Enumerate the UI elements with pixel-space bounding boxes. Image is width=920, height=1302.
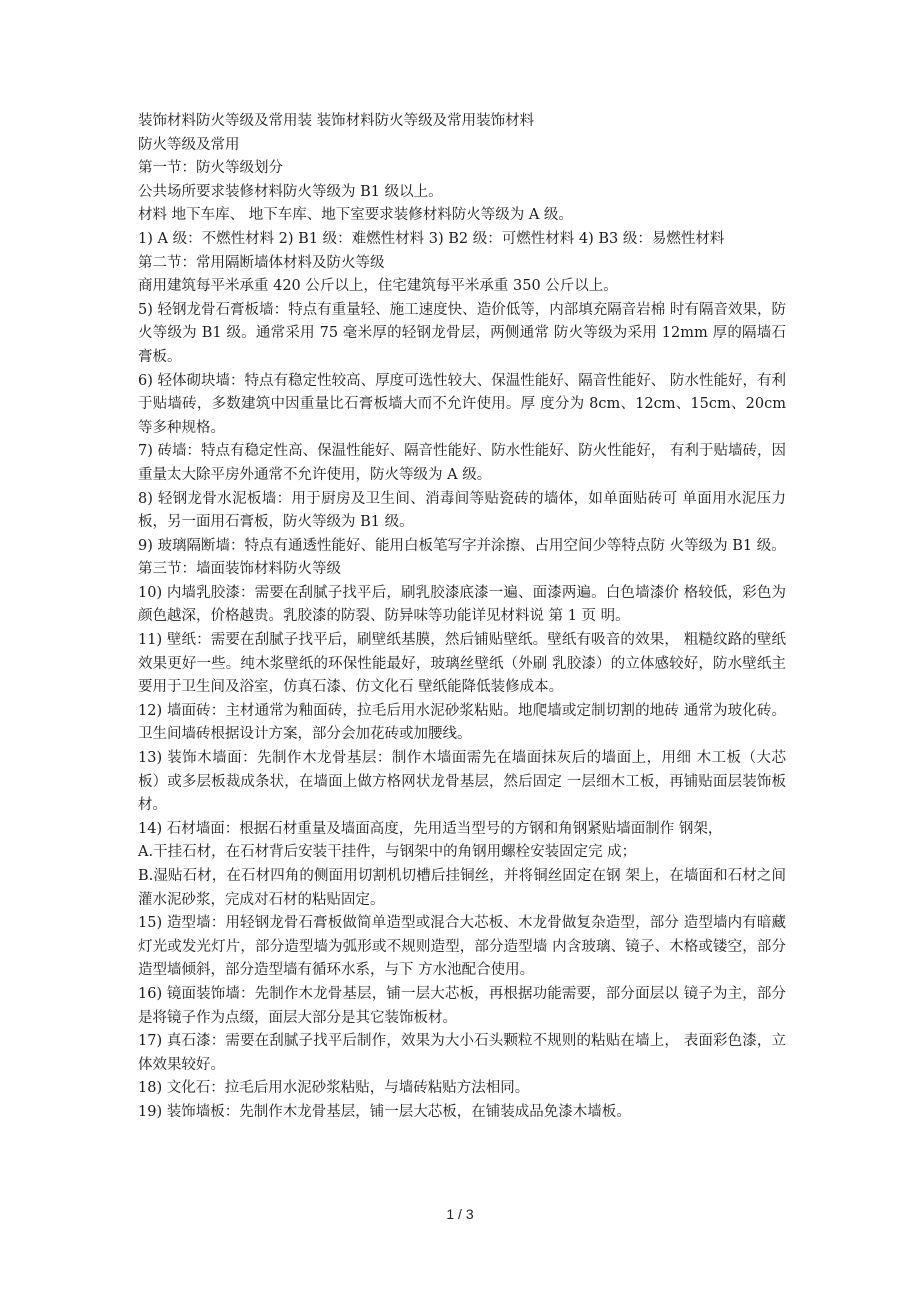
paragraph-item: 9) 玻璃隔断墙：特点有通透性能好、能用白板笔写字并涂擦、占用空间少等特点防 火等级为 B1 级。: [138, 537, 786, 554]
paragraph-item: 5) 轻钢龙骨石膏板墙：特点有重量轻、施工速度快、造价低等，内部填充隔音岩棉 时有隔音效果，防火等级为 B1 级。通常采用 75 毫米厚的轻钢龙骨层，两侧通常 防火等级为采用 12mm 厚的隔墙石膏板。: [138, 301, 786, 365]
paragraph-item: 11) 壁纸：需要在刮腻子找平后，刷壁纸基膜，然后铺贴壁纸。壁纸有吸音的效果， 粗糙纹路的壁纸效果更好一些。纯木浆壁纸的环保性能最好，玻璃丝壁纸（外刷 乳胶漆）的立体感较好，防水壁纸主要用于卫生间及浴室，仿真石漆、仿文化石 壁纸能降低装修成本。: [138, 632, 786, 696]
paragraph-item: 15) 造型墙：用轻钢龙骨石膏板做简单造型或混合大芯板、木龙骨做复杂造型，部分 造型墙内有暗藏灯光或发光灯片，部分造型墙为弧形或不规则造型，部分造型墙 内含玻璃、镜子、木格或镂空，部分造型墙倾斜，部分造型墙有循环水系，与下 方水池配合使用。: [138, 915, 786, 979]
paragraph-item: 18) 文化石：拉毛后用水泥砂浆粘贴，与墙砖粘贴方法相同。: [138, 1080, 530, 1097]
text-line: 商用建筑每平米承重 420 公斤以上，住宅建筑每平米承重 350 公斤以上。: [138, 278, 618, 295]
section-3-heading: 第三节：墙面装饰材料防火等级: [138, 561, 341, 578]
title-line-2: 防火等级及常用: [138, 136, 240, 153]
paragraph-item: 17) 真石漆：需要在刮腻子找平后制作，效果为大小石头颗粒不规则的粘贴在墙上， 表面彩色漆，立体效果较好。: [138, 1033, 786, 1073]
document-body: [138, 110, 786, 1125]
paragraph-item: 8) 轻钢龙骨水泥板墙：用于厨房及卫生间、消毒间等贴瓷砖的墙体，如单面贴砖可 单面用水泥压力板，另一面用石膏板，防火等级为 B1 级。: [138, 490, 786, 531]
paragraph-item: B.湿贴石材，在石材四角的侧面用切割机切槽后挂铜丝，并将铜丝固定在钢 架上，在墙面和石材之间灌水泥砂浆，完成对石材的粘贴固定。: [138, 868, 786, 908]
fire-grade-list: 1) A 级：不燃性材料 2) B1 级：难燃性材料 3) B2 级：可燃性材料 4) B3 级：易燃性材料: [138, 230, 725, 247]
text-line: 材料 地下车库、 地下车库、地下室要求装修材料防火等级为 A 级。: [138, 207, 573, 224]
paragraph-item: A.干挂石材，在石材背后安装干挂件，与钢架中的角钢用螺栓安装固定完 成；: [138, 844, 637, 861]
section-2-heading: 第二节：常用隔断墙体材料及防火等级: [138, 254, 385, 271]
paragraph-item: 13) 装饰木墙面：先制作木龙骨基层：制作木墙面需先在墙面抹灰后的墙面上，用细 木工板（大芯板）或多层板裁成条状，在墙面上做方格网状龙骨基层，然后固定 一层细木工板，再铺贴面层装饰板材。: [138, 750, 786, 814]
paragraph-item: 19) 装饰墙板：先制作木龙骨基层，铺一层大芯板，在铺装成品免漆木墙板。: [138, 1103, 631, 1120]
paragraph-item: 12) 墙面砖：主材通常为釉面砖，拉毛后用水泥砂浆粘贴。地爬墙或定制切割的地砖 通常为玻化砖。卫生间墙砖根据设计方案，部分会加花砖或加腰线。: [138, 702, 786, 743]
paragraph-item: 6) 轻体砌块墙：特点有稳定性较高、厚度可选性较大、保温性能好、隔音性能好、 防水性能好，有利于贴墙砖，多数建筑中因重量比石膏板墙大而不允许使用。厚 度分为 8cm、12cm、15cm、20cm 等多种规格。: [138, 372, 786, 436]
paragraph-item: 7) 砖墙：特点有稳定性高、保温性能好、隔音性能好、防水性能好、防火性能好， 有利于贴墙砖，因重量太大除平房外通常不允许使用，防火等级为 A 级。: [138, 443, 786, 483]
paragraph-item: 16) 镜面装饰墙：先制作木龙骨基层，铺一层大芯板，再根据功能需要，部分面层以 镜子为主，部分是将镜子作为点缀，面层大部分是其它装饰板材。: [138, 985, 786, 1026]
text-line: 公共场所要求装修材料防火等级为 B1 级以上。: [138, 183, 443, 200]
paragraph-item: 14) 石材墙面：根据石材重量及墙面高度，先用适当型号的方钢和角钢紧贴墙面制作 钢架，: [138, 820, 723, 837]
title-line-1: 装饰材料防火等级及常用装 装饰材料防火等级及常用装饰材料: [138, 113, 535, 129]
section-1-heading: 第一节：防火等级划分: [138, 160, 283, 177]
page-indicator: 1 / 3: [446, 1206, 474, 1222]
paragraph-item: 10) 内墙乳胶漆：需要在刮腻子找平后，刷乳胶漆底漆一遍、面漆两遍。白色墙漆价 格较低，彩色为颜色越深，价格越贵。乳胶漆的防裂、防异味等功能详见材料说 第 1 页 明。: [138, 584, 786, 625]
